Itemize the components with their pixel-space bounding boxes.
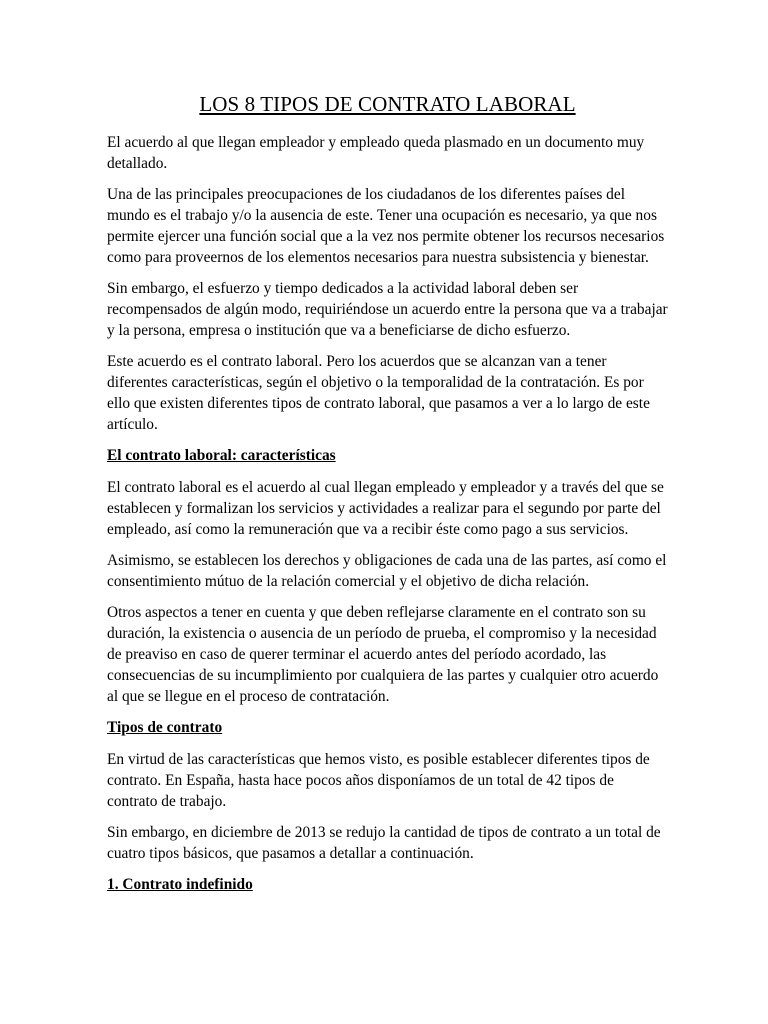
section-heading-indefinite-contract: 1. Contrato indefinido: [107, 876, 253, 893]
intro-paragraph: Este acuerdo es el contrato laboral. Pero los acuerdos que se alcanzan van a tener diferentes características, según el objetivo o la temporalidad de la contratación. Es por ello que existen diferentes tipos de contrato laboral, que pasamos a ver a lo largo de este artículo.: [107, 353, 650, 433]
section-heading-characteristics: El contrato laboral: características: [107, 447, 336, 464]
intro-paragraph: El acuerdo al que llegan empleador y empleado queda plasmado en un documento muy detallado.: [107, 134, 645, 172]
body-paragraph: Sin embargo, en diciembre de 2013 se redujo la cantidad de tipos de contrato a un total de cuatro tipos básicos, que pasamos a detallar a continuación.: [107, 824, 661, 862]
document-title: LOS 8 TIPOS DE CONTRATO LABORAL: [199, 92, 576, 116]
intro-paragraph: Una de las principales preocupaciones de los ciudadanos de los diferentes países del mundo es el trabajo y/o la ausencia de este. Tener una ocupación es necesario, ya que nos permite ejercer una función social que a la vez nos permite obtener los recursos necesarios como para proveernos de los elementos necesarios para nuestra subsistencia y bienestar.: [107, 186, 665, 266]
body-paragraph: En virtud de las características que hemos visto, es posible establecer diferentes tipos de contrato. En España, hasta hace pocos años disponíamos de un total de 42 tipos de contrato de trabajo.: [107, 751, 650, 810]
body-paragraph: Asimismo, se establecen los derechos y obligaciones de cada una de las partes, así como el consentimiento mútuo de la relación comercial y el objetivo de dicha relación.: [107, 552, 667, 590]
intro-paragraph: Sin embargo, el esfuerzo y tiempo dedicados a la actividad laboral deben ser recompensados de algún modo, requiriéndose un acuerdo entre la persona que va a trabajar y la persona, empresa o institución que va a beneficiarse de dicho esfuerzo.: [107, 280, 668, 339]
section-heading-contract-types: Tipos de contrato: [107, 719, 223, 736]
body-paragraph: Otros aspectos a tener en cuenta y que deben reflejarse claramente en el contrato son su duración, la existencia o ausencia de un período de prueba, el compromiso y la necesidad de preaviso en caso de querer terminar el acuerdo antes del período acordado, las consecuencias de su incumplimiento por cualquiera de las partes y cualquier otro acuerdo al que se llegue en el proceso de contratación.: [107, 604, 659, 705]
body-paragraph: El contrato laboral es el acuerdo al cual llegan empleado y empleador y a través del que se establecen y formalizan los servicios y actividades a realizar para el segundo por parte del empleado, así como la remuneración que va a recibir éste como pago a sus servicios.: [107, 479, 664, 538]
